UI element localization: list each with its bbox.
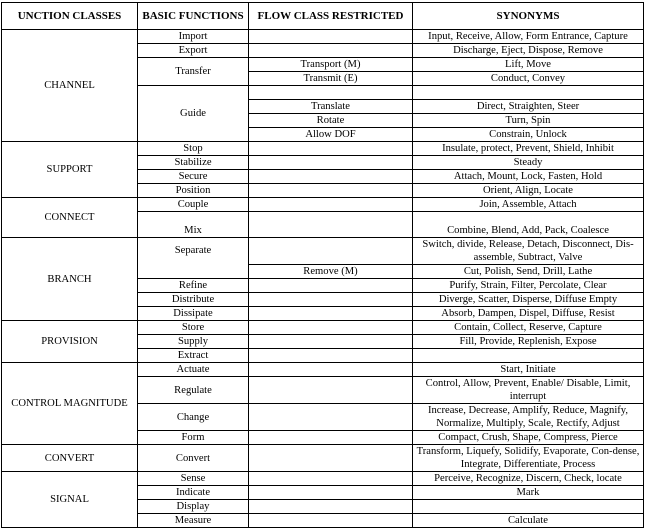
synonym-display [413, 500, 644, 514]
synonym-export: Discharge, Eject, Dispose, Remove [413, 44, 644, 58]
function-sense: Sense [138, 472, 249, 486]
function-actuate: Actuate [138, 363, 249, 377]
flow-cell [249, 170, 413, 184]
synonym-transmit: Conduct, Convey [413, 72, 644, 86]
flow-cell [249, 472, 413, 486]
synonym-convert: Transform, Liquefy, Solidify, Evaporate, Con-dense, Integrate, Differentiate, Process [413, 445, 644, 472]
flow-transport: Transport (M) [249, 58, 413, 72]
class-signal: SIGNAL [2, 472, 138, 528]
flow-cell [249, 363, 413, 377]
flow-cell [249, 30, 413, 44]
flow-cell [249, 321, 413, 335]
synonym-measure: Calculate [413, 514, 644, 528]
function-position: Position [138, 184, 249, 198]
function-distribute: Distribute [138, 293, 249, 307]
flow-cell [249, 307, 413, 321]
function-regulate: Regulate [138, 377, 249, 404]
synonym-stabilize: Steady [413, 156, 644, 170]
synonym-store: Contain, Collect, Reserve, Capture [413, 321, 644, 335]
header-row [2, 3, 644, 30]
function-measure: Measure [138, 514, 249, 528]
synonym-allow-dof: Constrain, Unlock [413, 128, 644, 142]
header-basic-functions: BASIC FUNCTIONS [138, 3, 249, 30]
flow-remove: Remove (M) [249, 265, 413, 279]
flow-cell [249, 279, 413, 293]
flow-cell [249, 293, 413, 307]
function-mix: Mix [138, 212, 249, 238]
function-classes-table [1, 2, 644, 528]
function-stop: Stop [138, 142, 249, 156]
synonym-regulate: Control, Allow, Prevent, Enable/ Disable, Limit, interrupt [413, 377, 644, 404]
synonym-stop: Insulate, protect, Prevent, Shield, Inhibit [413, 142, 644, 156]
synonym-transport: Lift, Move [413, 58, 644, 72]
table-row [2, 472, 644, 486]
synonym-secure: Attach, Mount, Lock, Fasten, Hold [413, 170, 644, 184]
class-support: SUPPORT [2, 142, 138, 198]
synonym-remove: Cut, Polish, Send, Drill, Lathe [413, 265, 644, 279]
flow-cell [249, 156, 413, 170]
synonym-supply: Fill, Provide, Replenish, Expose [413, 335, 644, 349]
function-dissipate: Dissipate [138, 307, 249, 321]
flow-cell [249, 198, 413, 212]
flow-cell [249, 335, 413, 349]
synonym-refine: Purify, Strain, Filter, Percolate, Clear [413, 279, 644, 293]
flow-rotate: Rotate [249, 114, 413, 128]
flow-cell [249, 431, 413, 445]
class-convert: CONVERT [2, 445, 138, 472]
synonym-sense: Perceive, Recognize, Discern, Check, locate [413, 472, 644, 486]
flow-transmit: Transmit (E) [249, 72, 413, 86]
function-secure: Secure [138, 170, 249, 184]
class-provision: PROVISION [2, 321, 138, 363]
function-supply: Supply [138, 335, 249, 349]
flow-cell [249, 86, 413, 100]
function-change: Change [138, 404, 249, 431]
flow-cell [249, 184, 413, 198]
table-row [2, 445, 644, 472]
table-row [2, 363, 644, 377]
function-convert: Convert [138, 445, 249, 472]
class-control-magnitude: CONTROL MAGNITUDE [2, 363, 138, 445]
synonym-actuate: Start, Initiate [413, 363, 644, 377]
flow-cell [249, 445, 413, 472]
synonym-extract [413, 349, 644, 363]
flow-cell [249, 486, 413, 500]
table-row [2, 30, 644, 44]
function-import: Import [138, 30, 249, 44]
header-synonyms: SYNONYMS [413, 3, 644, 30]
function-stabilize: Stabilize [138, 156, 249, 170]
class-channel: CHANNEL [2, 30, 138, 142]
flow-cell [249, 377, 413, 404]
synonym-rotate: Turn, Spin [413, 114, 644, 128]
table-row [2, 321, 644, 335]
synonym-couple: Join, Assemble, Attach [413, 198, 644, 212]
function-transfer: Transfer [138, 58, 249, 86]
synonym-dissipate: Absorb, Dampen, Dispel, Diffuse, Resist [413, 307, 644, 321]
synonym-separate: Switch, divide, Release, Detach, Disconnect, Dis-assemble, Subtract, Valve [413, 238, 644, 265]
flow-cell [249, 212, 413, 238]
flow-cell [249, 349, 413, 363]
flow-cell [249, 238, 413, 265]
synonym-change: Increase, Decrease, Amplify, Reduce, Magnify, Normalize, Multiply, Scale, Rectify, Adjust [413, 404, 644, 431]
synonym-distribute: Diverge, Scatter, Disperse, Diffuse Empty [413, 293, 644, 307]
table-row [2, 238, 644, 265]
flow-translate: Translate [249, 100, 413, 114]
synonym-mix: Combine, Blend, Add, Pack, Coalesce [413, 212, 644, 238]
flow-cell [249, 500, 413, 514]
header-function-classes: UNCTION CLASSES [2, 3, 138, 30]
flow-cell [249, 404, 413, 431]
function-store: Store [138, 321, 249, 335]
synonym-empty [413, 86, 644, 100]
function-guide: Guide [138, 86, 249, 142]
flow-cell [249, 142, 413, 156]
synonym-translate: Direct, Straighten, Steer [413, 100, 644, 114]
synonym-indicate: Mark [413, 486, 644, 500]
table-row [2, 142, 644, 156]
function-refine: Refine [138, 279, 249, 293]
function-display: Display [138, 500, 249, 514]
table-row [2, 198, 644, 212]
function-export: Export [138, 44, 249, 58]
function-extract: Extract [138, 349, 249, 363]
function-separate: Separate [138, 238, 249, 279]
function-form: Form [138, 431, 249, 445]
class-branch: BRANCH [2, 238, 138, 321]
flow-allow-dof: Allow DOF [249, 128, 413, 142]
synonym-position: Orient, Align, Locate [413, 184, 644, 198]
function-indicate: Indicate [138, 486, 249, 500]
class-connect: CONNECT [2, 198, 138, 238]
synonym-form: Compact, Crush, Shape, Compress, Pierce [413, 431, 644, 445]
function-couple: Couple [138, 198, 249, 212]
flow-cell [249, 44, 413, 58]
synonym-import: Input, Receive, Allow, Form Entrance, Capture [413, 30, 644, 44]
header-flow-class-restricted: FLOW CLASS RESTRICTED [249, 3, 413, 30]
